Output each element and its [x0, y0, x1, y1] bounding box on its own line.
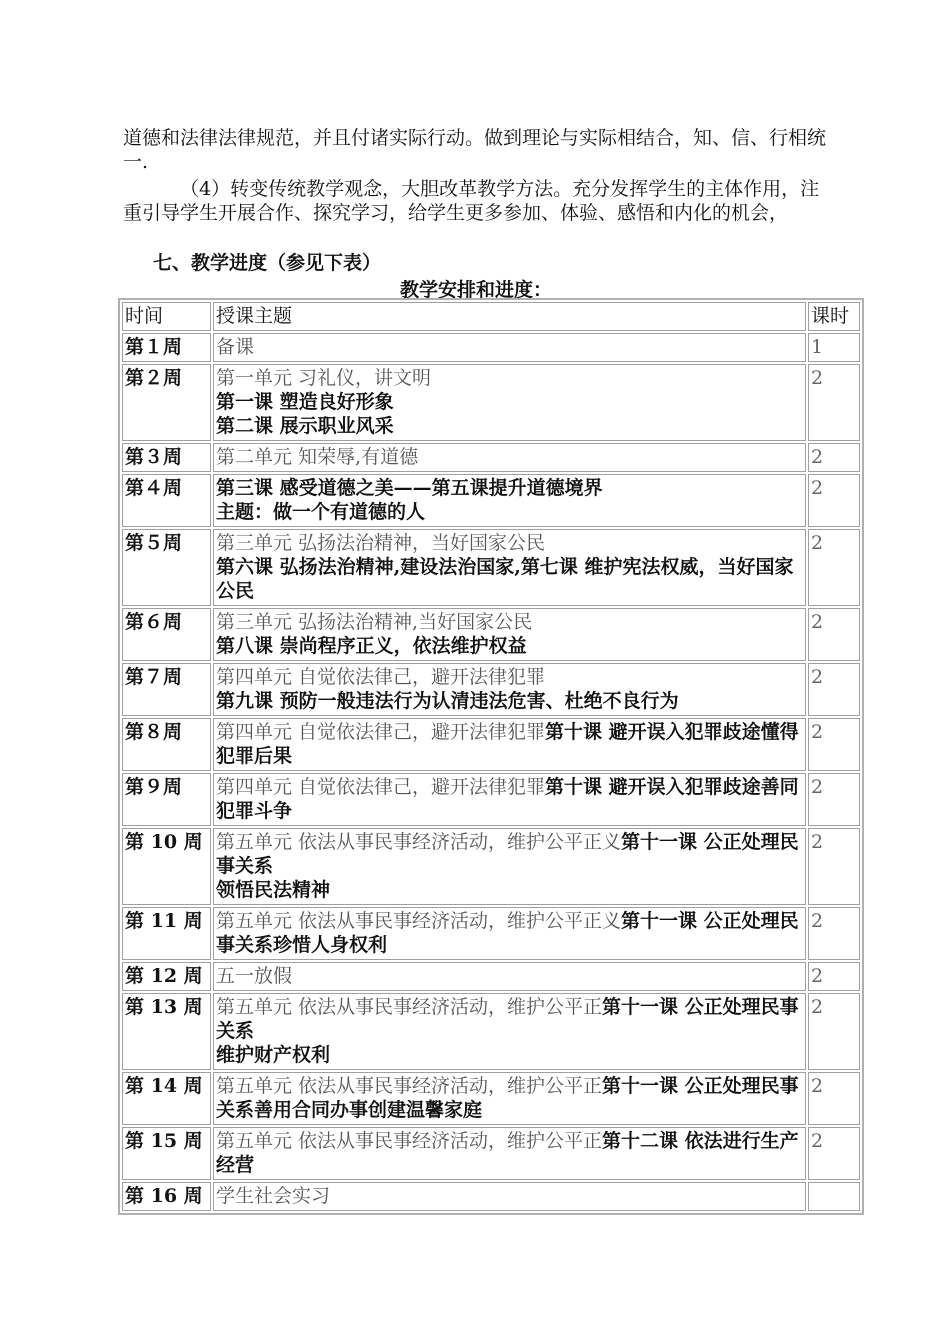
- topic-cell: [213, 443, 806, 472]
- section-heading: 七、教学进度（参见下表）: [153, 252, 382, 274]
- table-row: [122, 962, 860, 991]
- topic-cell: [213, 1127, 806, 1180]
- hours-cell: 2: [808, 907, 860, 960]
- table-row: [122, 474, 860, 527]
- topic-cell: [213, 773, 806, 826]
- header-time: 时间: [122, 302, 211, 331]
- unit-text: 五一放假: [216, 965, 293, 987]
- topic-cell: [213, 474, 806, 527]
- unit-text: 第四单元 自觉依法律己，避开法律犯罪: [216, 776, 546, 798]
- week-cell: 第 12 周: [122, 962, 211, 991]
- week-cell: 第 10 周: [122, 828, 211, 905]
- lesson-text: 第十一课 公正处理民事关系善用合同办事创建温馨家庭: [216, 1075, 799, 1121]
- hours-cell: [808, 1182, 860, 1211]
- hours-cell: 2: [808, 828, 860, 905]
- table-row: [122, 773, 860, 826]
- week-cell: 第３周: [122, 443, 211, 472]
- week-cell: 第７周: [122, 663, 211, 716]
- table-row: [122, 828, 860, 905]
- table-row: [122, 993, 860, 1070]
- week-cell: 第８周: [122, 718, 211, 771]
- table-row: [122, 663, 860, 716]
- hours-cell: 2: [808, 474, 860, 527]
- week-cell: 第 16 周: [122, 1182, 211, 1211]
- week-cell: 第１周: [122, 333, 211, 362]
- schedule-table: [118, 298, 864, 1215]
- hours-cell: 2: [808, 608, 860, 661]
- unit-text: 第五单元 依法从事民事经济活动，维护公平正: [216, 1075, 603, 1097]
- lesson-text: 第八课 崇尚程序正义，依法维护权益: [216, 635, 527, 657]
- hours-cell: 2: [808, 1072, 860, 1125]
- hours-cell: 2: [808, 364, 860, 441]
- topic-cell: [213, 663, 806, 716]
- week-cell: 第 13 周: [122, 993, 211, 1070]
- table-row: [122, 1072, 860, 1125]
- unit-text: 第五单元 依法从事民事经济活动，维护公平正: [216, 996, 603, 1018]
- week-cell: 第５周: [122, 529, 211, 606]
- week-cell: 第 15 周: [122, 1127, 211, 1180]
- topic-cell: [213, 718, 806, 771]
- lesson-text: 第十二课 依法进行生产经营: [216, 1130, 799, 1176]
- table-row: [122, 1182, 860, 1211]
- table-row: [122, 1127, 860, 1180]
- table-row: [122, 608, 860, 661]
- header-topic: 授课主题: [213, 302, 806, 331]
- topic-cell: [213, 364, 806, 441]
- hours-cell: 2: [808, 773, 860, 826]
- hours-cell: 2: [808, 962, 860, 991]
- unit-text: 第四单元 自觉依法律己，避开法律犯罪: [216, 666, 546, 688]
- unit-text: 第一单元 习礼仪，讲文明: [216, 367, 432, 389]
- unit-text: 第四单元 自觉依法律己，避开法律犯罪: [216, 721, 546, 743]
- hours-cell: 2: [808, 443, 860, 472]
- topic-cell: [213, 1182, 806, 1211]
- table-row: [122, 907, 860, 960]
- topic-cell: [213, 1072, 806, 1125]
- unit-text: 第五单元 依法从事民事经济活动，维护公平正义: [216, 831, 622, 853]
- table-row: [122, 718, 860, 771]
- header-hours: 课时: [808, 302, 860, 331]
- hours-cell: 2: [808, 663, 860, 716]
- hours-cell: 2: [808, 1127, 860, 1180]
- table-row: [122, 333, 860, 362]
- unit-text: 第五单元 依法从事民事经济活动，维护公平正: [216, 1130, 603, 1152]
- unit-text: 第三单元 弘扬法治精神，当好国家公民: [216, 532, 546, 554]
- week-cell: 第９周: [122, 773, 211, 826]
- lesson-text: 第九课 预防一般违法行为认清违法危害、杜绝不良行为: [216, 690, 679, 712]
- lesson-text: 第三课 感受道德之美——第五课提升道德境界 主题：做一个有道德的人: [216, 477, 603, 523]
- topic-cell: [213, 529, 806, 606]
- topic-cell: [213, 993, 806, 1070]
- lesson-text: 第十一课 公正处理民事关系 领悟民法精神: [216, 831, 799, 901]
- unit-text: 第二单元 知荣辱,有道德: [216, 446, 419, 468]
- table-row: [122, 443, 860, 472]
- lesson-text: 第十一课 公正处理民事关系珍惜人身权利: [216, 910, 799, 956]
- topic-cell: [213, 608, 806, 661]
- week-cell: 第６周: [122, 608, 211, 661]
- hours-cell: 2: [808, 718, 860, 771]
- topic-cell: [213, 333, 806, 362]
- lesson-text: 第一课 塑造良好形象 第二课 展示职业风采: [216, 391, 394, 437]
- table-row: [122, 529, 860, 606]
- hours-cell: 2: [808, 993, 860, 1070]
- week-cell: 第２周: [122, 364, 211, 441]
- topic-cell: [213, 962, 806, 991]
- lesson-text: 第六课 弘扬法治精神,建设法治国家,第七课 维护宪法权威，当好国家公民: [216, 556, 794, 602]
- table-row: [122, 364, 860, 441]
- topic-cell: [213, 828, 806, 905]
- unit-text: 第五单元 依法从事民事经济活动，维护公平正义: [216, 910, 622, 932]
- unit-text: 第三单元 弘扬法治精神,当好国家公民: [216, 611, 533, 633]
- week-cell: 第４周: [122, 474, 211, 527]
- body-paragraph-2: （4）转变传统教学观念，大胆改革教学方法。充分发挥学生的主体作用，注重引导学生开展合作、探究学习，给学生更多参加、体验、感悟和内化的机会，: [123, 178, 820, 224]
- table-header-row: [122, 302, 860, 331]
- hours-cell: 1: [808, 333, 860, 362]
- unit-text: 备课: [216, 336, 255, 358]
- unit-text: 学生社会实习: [216, 1185, 331, 1207]
- lesson-text: 第十课 避开误入犯罪歧途懂得犯罪后果: [216, 721, 799, 767]
- hours-cell: 2: [808, 529, 860, 606]
- topic-cell: [213, 907, 806, 960]
- body-paragraph-1: 道德和法律法律规范，并且付诸实际行动。做到理论与实际相结合，知、信、行相统一.: [123, 127, 827, 173]
- lesson-text: 第十一课 公正处理民事关系 维护财产权利: [216, 996, 799, 1066]
- lesson-text: 第十课 避开误入犯罪歧途善同犯罪斗争: [216, 776, 799, 822]
- table-caption: 教学安排和进度：: [400, 279, 553, 301]
- week-cell: 第 14 周: [122, 1072, 211, 1125]
- week-cell: 第 11 周: [122, 907, 211, 960]
